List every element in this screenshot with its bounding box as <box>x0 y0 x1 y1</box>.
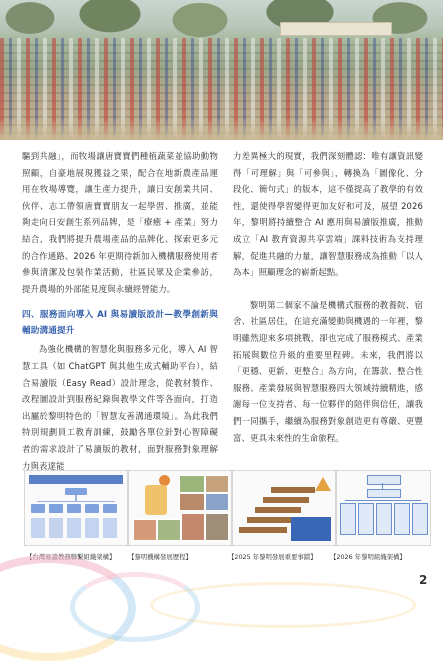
left-paragraph-2: 為強化機構的智慧化與服務多元化，導入 AI 智慧工具（如 ChatGPT 與其他生成式輔助平台），結合易讀版（Easy Read）設計理念，從教材製作、改程圖設計到服務紀錄與教學文件等各面向，打造出屬於黎明特色的「智慧友善溝通環境」。為此我們特別規劃員工教育訓練，鼓勵各單位針對心智障礙者的需求設計了易讀版的教材，面對服務對象理解力與表達能 <box>22 344 218 471</box>
section-heading-ai: 四、服務面向導入 AI 與易讀版設計—教學創新與輔助溝通提升 <box>22 310 218 337</box>
fig1-node <box>65 488 87 495</box>
fig1-node <box>49 504 63 513</box>
fig2-photo <box>205 475 229 493</box>
left-text-column <box>22 148 218 474</box>
page-number: 2 <box>419 573 428 587</box>
fig2-photo <box>179 493 205 511</box>
fig3-step <box>255 507 301 513</box>
fig3-year-panel <box>291 517 331 541</box>
figure-2025-milestones <box>232 470 336 546</box>
fig1-node <box>103 504 117 513</box>
fig1-node <box>85 504 99 513</box>
figure-caption: 【黎明機構發展歷程】 <box>128 553 192 561</box>
fig2-photo <box>205 493 229 511</box>
photo-banner <box>280 22 392 36</box>
fig3-arrow-icon <box>315 477 331 491</box>
fig4-connector <box>345 500 421 501</box>
fig4-node <box>394 503 410 535</box>
figure-caption: 【2026 年黎明組織架構】 <box>330 553 406 561</box>
left-paragraph-1: 驅到共融」，而牧場讓唐寶寶們種植蔬菜並協助動物照顧，自豪地展現獲益之果，配合在地新農產品運用在牧場導覽，讓生產力提升，讓日安創業共同、伙伴、志工帶領唐寶寶朋友一起學習、推廣，並能夠走向日安創生系列品牌，是「療癒 + 產業」努力結合，我們將提升農場產品的品牌化、探索更多元的合作通路、2026 年更期待新加入機構服務使用者參與清潔及包裝作業活動，社區民眾及企業參訪，提升農場的外部能見度與永續經營能力。 <box>22 151 218 294</box>
right-text-column <box>233 148 423 446</box>
paragraph-spacer <box>233 281 423 297</box>
fig1-node <box>31 504 45 513</box>
fig1-column <box>67 518 81 538</box>
figure-strip <box>24 470 429 548</box>
figure-development-history <box>128 470 232 546</box>
fig1-column <box>49 518 63 538</box>
fig2-photo <box>133 519 157 541</box>
decorative-swirl <box>150 582 416 628</box>
fig4-node <box>376 503 392 535</box>
fig2-title-block <box>145 485 167 515</box>
fig1-column <box>31 518 45 538</box>
fig2-photo <box>205 513 229 541</box>
fig2-photo <box>157 519 181 541</box>
figure-caption: 【台灣易讀教務聯繫組織架構】 <box>26 553 116 561</box>
fig1-column <box>85 518 99 538</box>
fig4-node <box>412 503 428 535</box>
fig3-step <box>247 517 293 523</box>
photo-ground <box>0 118 443 140</box>
figure-org-chart-easy-read <box>24 470 128 546</box>
fig2-photo <box>181 513 205 541</box>
fig4-node <box>340 503 356 535</box>
fig1-connector <box>37 501 115 502</box>
figure-caption: 【2025 年黎明發展重要事蹟】 <box>228 553 317 561</box>
fig1-column <box>103 518 117 538</box>
fig4-node <box>358 503 374 535</box>
group-photo <box>0 0 443 140</box>
fig2-photo <box>179 475 205 493</box>
fig3-step <box>263 497 309 503</box>
right-paragraph-2: 黎明第二個家不論是機構式服務的教養院、宿舍、社區居住，在這充滿變動與機遇的一年裡，黎明雖然迎來多項挑戰，卻也完成了服務模式、產業拓展與數位升級的重要里程碑。未來，我們將以「更穩、更新、更整合」為方向，在籌款、整合性服務、產業發展與智慧服務四大領域持續精進，感謝每一位支持者、每一位夥伴的陪伴與信任，讓我們一同攜手，繼續為服務對象創造更有尊嚴、更豐富、更具未來性的生命旅程。 <box>233 299 423 443</box>
fig4-node-top <box>367 475 401 485</box>
fig1-node <box>67 504 81 513</box>
right-paragraph-1: 力差異極大的現實，我們深刻體認：唯有讓資訊變得「可理解」與「可參與」，轉換為「圖像化、分段化、簡句式」的版本，這不僅提高了教學的有效性，還使得學習變得更加友好和可及，展望 2026 年，黎明將持續整合 AI 應用與易讀版推廣，推動成立「AI 教育資源共享雲端」課料技術為支持理解，促進共融的力量，讓智慧服務成為推動「以人為本」照顧理念的嶄新起點。 <box>233 151 423 278</box>
fig3-step <box>271 487 315 493</box>
fig4-node <box>367 489 401 498</box>
fig1-header-bar <box>29 475 123 484</box>
figure-2026-org-chart <box>336 470 431 546</box>
fig3-step <box>239 527 287 533</box>
